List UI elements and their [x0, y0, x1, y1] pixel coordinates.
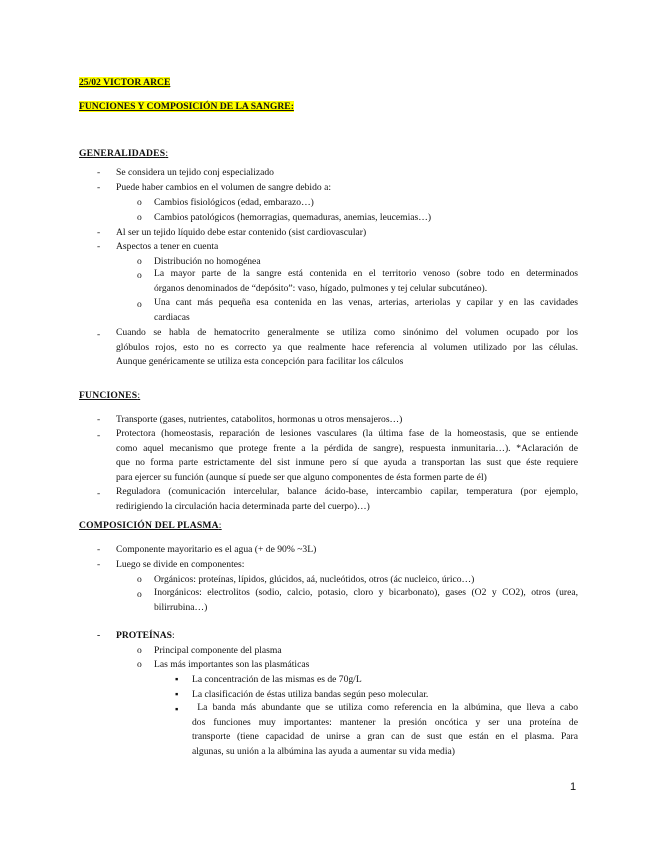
- circle-bullet: o: [137, 256, 142, 267]
- list-item: Puede haber cambios en el volumen de sangre debido a:: [116, 182, 331, 193]
- list-item: Principal componente del plasma: [154, 645, 282, 656]
- circle-bullet: o: [137, 589, 142, 600]
- list-item: Luego se divide en componentes:: [116, 559, 245, 570]
- list-item-multiline: Reguladora (comunicación intercelular, balance ácido-base, intercambio capilar, temperatura (por ejemplo, redirigiendo la circulación hacia determinada parte del cuerpo)…): [116, 486, 578, 512]
- dash-bullet: -: [97, 630, 101, 641]
- circle-bullet: o: [137, 270, 142, 281]
- list-item: Componente mayoritario es el agua (+ de 90% ~3L): [116, 544, 317, 555]
- list-item-multiline: Una cant más pequeña esa contenida en las venas, arterias, arteriolas y capilar y en las cavidades cardiacas: [154, 297, 578, 323]
- list-item-multiline: Protectora (homeostasis, reparación de lesiones vasculares (la última fase de la homeostasis, que se entiende como aquel mecanismo que protege frente a la pérdida de sangre), respuesta inmunitaria…). *Aclaración de que no forma parte estrictamente del sist inmune pero sí que ayuda a transportan las sust que éste requiere para ejercer su función (aunque sí puede ser que alguno componentes de ésta formen parte de él): [116, 428, 578, 483]
- heading-funciones: FUNCIONES:: [79, 390, 141, 401]
- list-item-multiline: La mayor parte de la sangre está contenida en el territorio venoso (sobre todo en determinados órganos denominados de “depósito”: vaso, hígado, pulmones y tej celular subcutáneo).: [154, 268, 578, 294]
- circle-bullet: o: [137, 299, 142, 310]
- list-item: Transporte (gases, nutrientes, catabolitos, hormonas u otros mensajeros…): [116, 414, 403, 425]
- heading-composicion-plasma: COMPOSICIÓN DEL PLASMA:: [79, 520, 222, 531]
- document-title: FUNCIONES Y COMPOSICIÓN DE LA SANGRE:: [79, 101, 294, 112]
- list-item: La clasificación de éstas utiliza bandas según peso molecular.: [192, 689, 429, 700]
- circle-bullet: o: [137, 574, 142, 585]
- list-item-multiline: Cuando se habla de hematocrito generalmente se utiliza como sinónimo del volumen ocupado por los glóbulos rojos, esto no es correcto ya que realmente hace referencia al volumen utilizado por las células. Aunque genéricamente se utiliza esta concepción para facilitar los cálculos: [116, 327, 578, 367]
- list-item: Las más importantes son las plasmáticas: [154, 659, 310, 670]
- dash-bullet: -: [97, 430, 101, 441]
- square-bullet: ▪: [175, 704, 179, 715]
- dash-bullet: -: [97, 167, 101, 178]
- list-item: La concentración de las mismas es de 70g/L: [192, 674, 362, 685]
- list-item: Distribución no homogénea: [154, 256, 261, 267]
- list-item: Cambios patológicos (hemorragias, quemaduras, anemias, leucemias…): [154, 212, 432, 223]
- dash-bullet: -: [97, 559, 101, 570]
- dash-bullet: -: [97, 329, 101, 340]
- square-bullet: ▪: [175, 689, 179, 700]
- list-item: Se considera un tejido conj especializado: [116, 167, 274, 178]
- circle-bullet: o: [137, 659, 142, 670]
- list-item: Al ser un tejido líquido debe estar contenido (sist cardiovascular): [116, 227, 367, 238]
- dash-bullet: -: [97, 488, 101, 499]
- date-author-line: 25/02 VICTOR ARCE: [79, 77, 171, 88]
- circle-bullet: o: [137, 197, 142, 208]
- square-bullet: ▪: [175, 674, 179, 685]
- circle-bullet: o: [137, 645, 142, 656]
- dash-bullet: -: [97, 182, 101, 193]
- dash-bullet: -: [97, 227, 101, 238]
- list-item-multiline: Inorgánicos: electrolitos (sodio, calcio, potasio, cloro y bicarbonato), gases (O2 y CO2), otros (urea, bilirrubina…): [154, 587, 578, 613]
- dash-bullet: -: [97, 241, 101, 252]
- list-item: Orgánicos: proteínas, lípidos, glúcidos, aá, nucleótidos, otros (ác nucleico, úrico…): [154, 574, 475, 585]
- heading-proteinas: PROTEÍNAS:: [116, 630, 175, 641]
- list-item: Cambios fisiológicos (edad, embarazo…): [154, 197, 314, 208]
- list-item-multiline: La banda más abundante que se utiliza como referencia en la albúmina, que lleva a cabo dos funciones muy importantes: mantener la presión oncótica y ser una proteína de transporte (tiene capacidad de unirse a gran can de sust que están en el plasma. Para algunas, su unión a la albúmina las ayuda a aumentar su vida media): [192, 702, 578, 757]
- page-number: 1: [570, 781, 577, 793]
- list-item: Aspectos a tener en cuenta: [116, 241, 219, 252]
- dash-bullet: -: [97, 414, 101, 425]
- circle-bullet: o: [137, 212, 142, 223]
- dash-bullet: -: [97, 544, 101, 555]
- heading-generalidades: GENERALIDADES:: [79, 148, 169, 159]
